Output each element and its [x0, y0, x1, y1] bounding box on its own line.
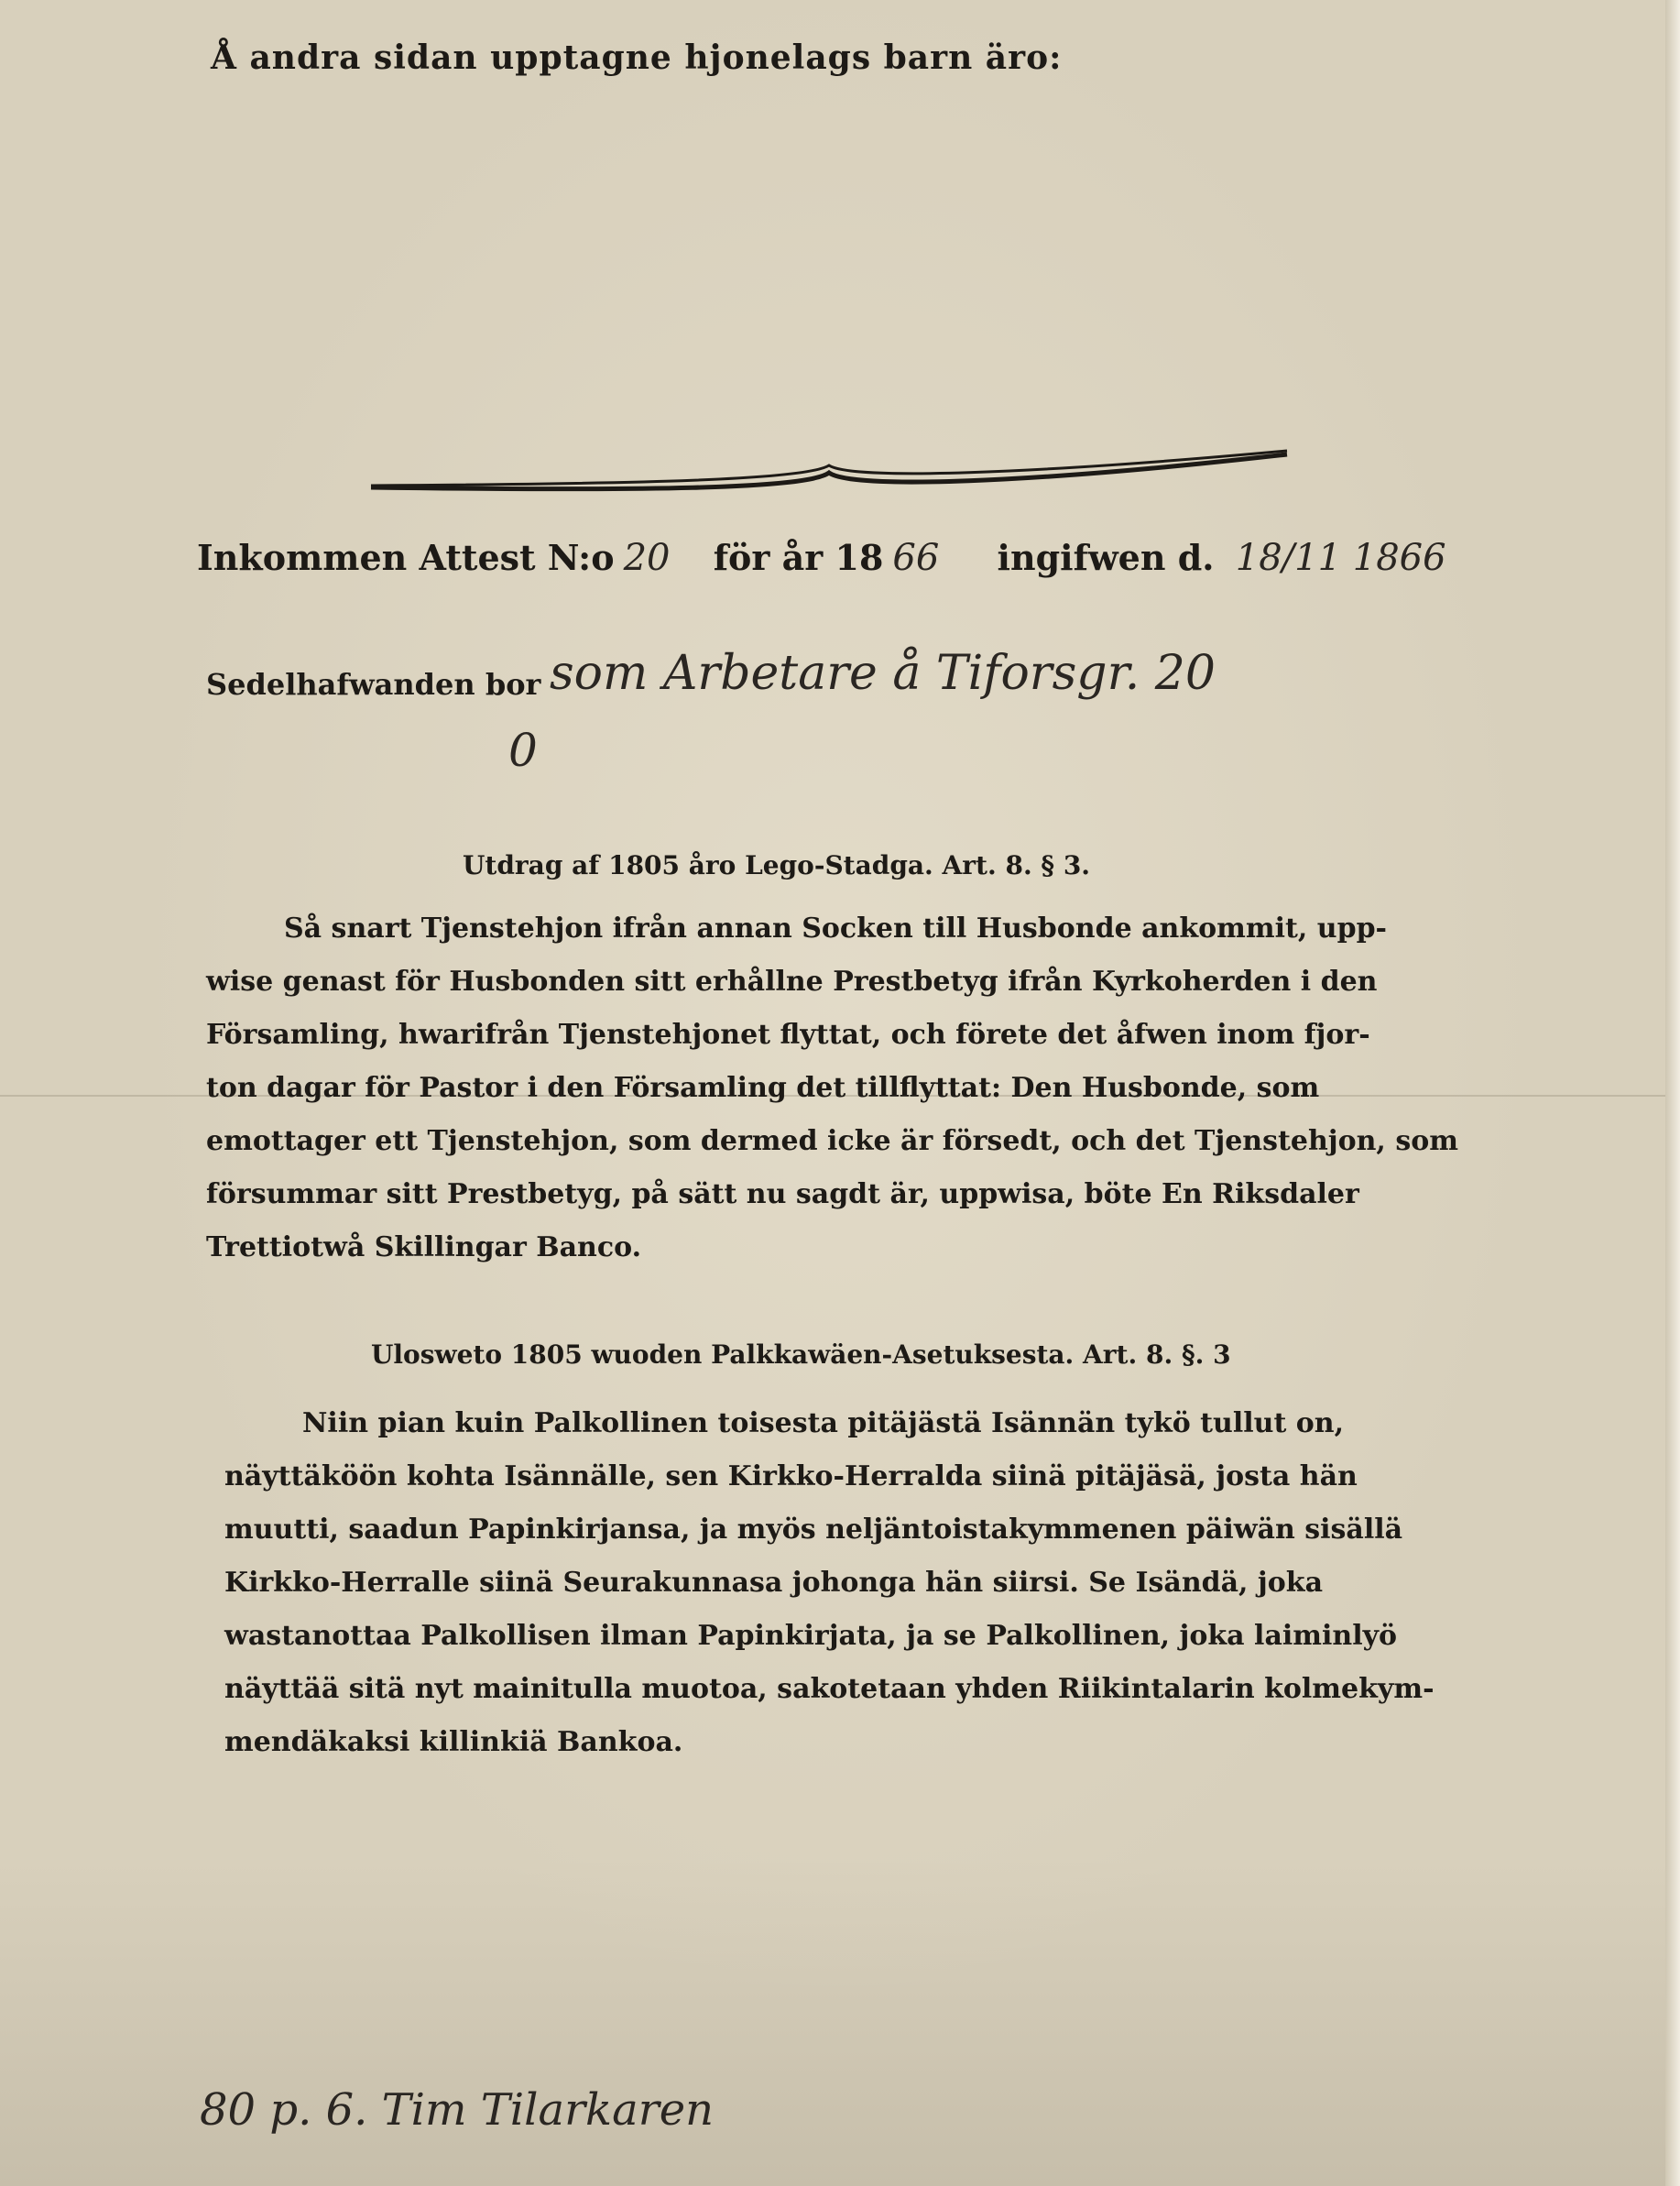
- attest-year-label: för år 18: [713, 537, 884, 578]
- finnish-line: muutti, saadun Papinkirjansa, ja myös neljäntoistakymmenen päiwän sisällä: [224, 1514, 1403, 1546]
- swedish-excerpt: [188, 902, 1458, 1274]
- swedish-line: Församling, hwarifrån Tjenstehjonet flyttat, och förete det åfwen inom fjor-: [206, 1019, 1370, 1051]
- bleed-through-text: [137, 92, 1511, 440]
- holder-residence-handwritten: som Arbetare å Tiforsgr. 20: [550, 646, 1216, 701]
- swedish-excerpt-heading: Utdrag af 1805 åro Lego-Stadga. Art. 8. § 3.: [463, 850, 1091, 880]
- attest-submitted-date: 18/11 1866: [1235, 537, 1446, 579]
- swedish-line: ton dagar för Pastor i den Församling det tillflyttat: Den Husbonde, som: [206, 1072, 1320, 1104]
- finnish-line: näyttäköön kohta Isännälle, sen Kirkko-Herralda siinä pitäjäsä, josta hän: [224, 1460, 1358, 1492]
- attest-line: [197, 537, 1456, 579]
- finnish-excerpt: [224, 1397, 1435, 1769]
- attest-submitted-label: ingifwen d.: [997, 537, 1215, 578]
- finnish-line: näyttää sitä nyt mainitulla muotoa, sakotetaan yhden Riikintalarin kolmekym-: [224, 1673, 1435, 1705]
- page-edge: [1665, 0, 1680, 2186]
- footer-handwritten-note: 80 p. 6. Tim Tilarkaren: [200, 2084, 715, 2136]
- ornamental-rule: [366, 438, 1292, 493]
- swedish-line: Trettiotwå Skillingar Banco.: [206, 1231, 642, 1263]
- swedish-line: emottager ett Tjenstehjon, som dermed icke är försedt, och det Tjenstehjon, som: [206, 1125, 1458, 1157]
- attest-label: Inkommen Attest N:o: [197, 537, 615, 578]
- finnish-line: wastanottaa Palkollisen ilman Papinkirjata, ja se Palkollinen, joka laiminlyö: [224, 1620, 1398, 1652]
- swedish-line: Så snart Tjenstehjon ifrån annan Socken till Husbonde ankommit, upp-: [284, 913, 1387, 945]
- attest-year-suffix: 66: [892, 537, 940, 579]
- finnish-line: Kirkko-Herralle siinä Seurakunnasa johonga hän siirsi. Se Isändä, joka: [224, 1567, 1324, 1599]
- finnish-line: mendäkaksi killinkiä Bankoa.: [224, 1726, 683, 1758]
- finnish-line: Niin pian kuin Palkollinen toisesta pitäjästä Isännän tykö tullut on,: [302, 1407, 1345, 1439]
- attest-number: 20: [623, 537, 671, 579]
- swedish-line: försummar sitt Prestbetyg, på sätt nu sagdt är, uppwisa, böte En Riksdaler: [206, 1178, 1359, 1210]
- finnish-excerpt-heading: Ulosweto 1805 wuoden Palkkawäen-Asetuksesta. Art. 8. §. 3: [371, 1339, 1231, 1370]
- swedish-line: wise genast för Husbonden sitt erhållne Prestbetyg ifrån Kyrkoherden i den: [206, 966, 1378, 998]
- holder-residence-handwritten-line2: 0: [508, 724, 538, 777]
- holder-label: Sedelhafwanden bor: [206, 667, 541, 702]
- children-heading: Å andra sidan upptagne hjonelags barn äro:: [211, 38, 1063, 77]
